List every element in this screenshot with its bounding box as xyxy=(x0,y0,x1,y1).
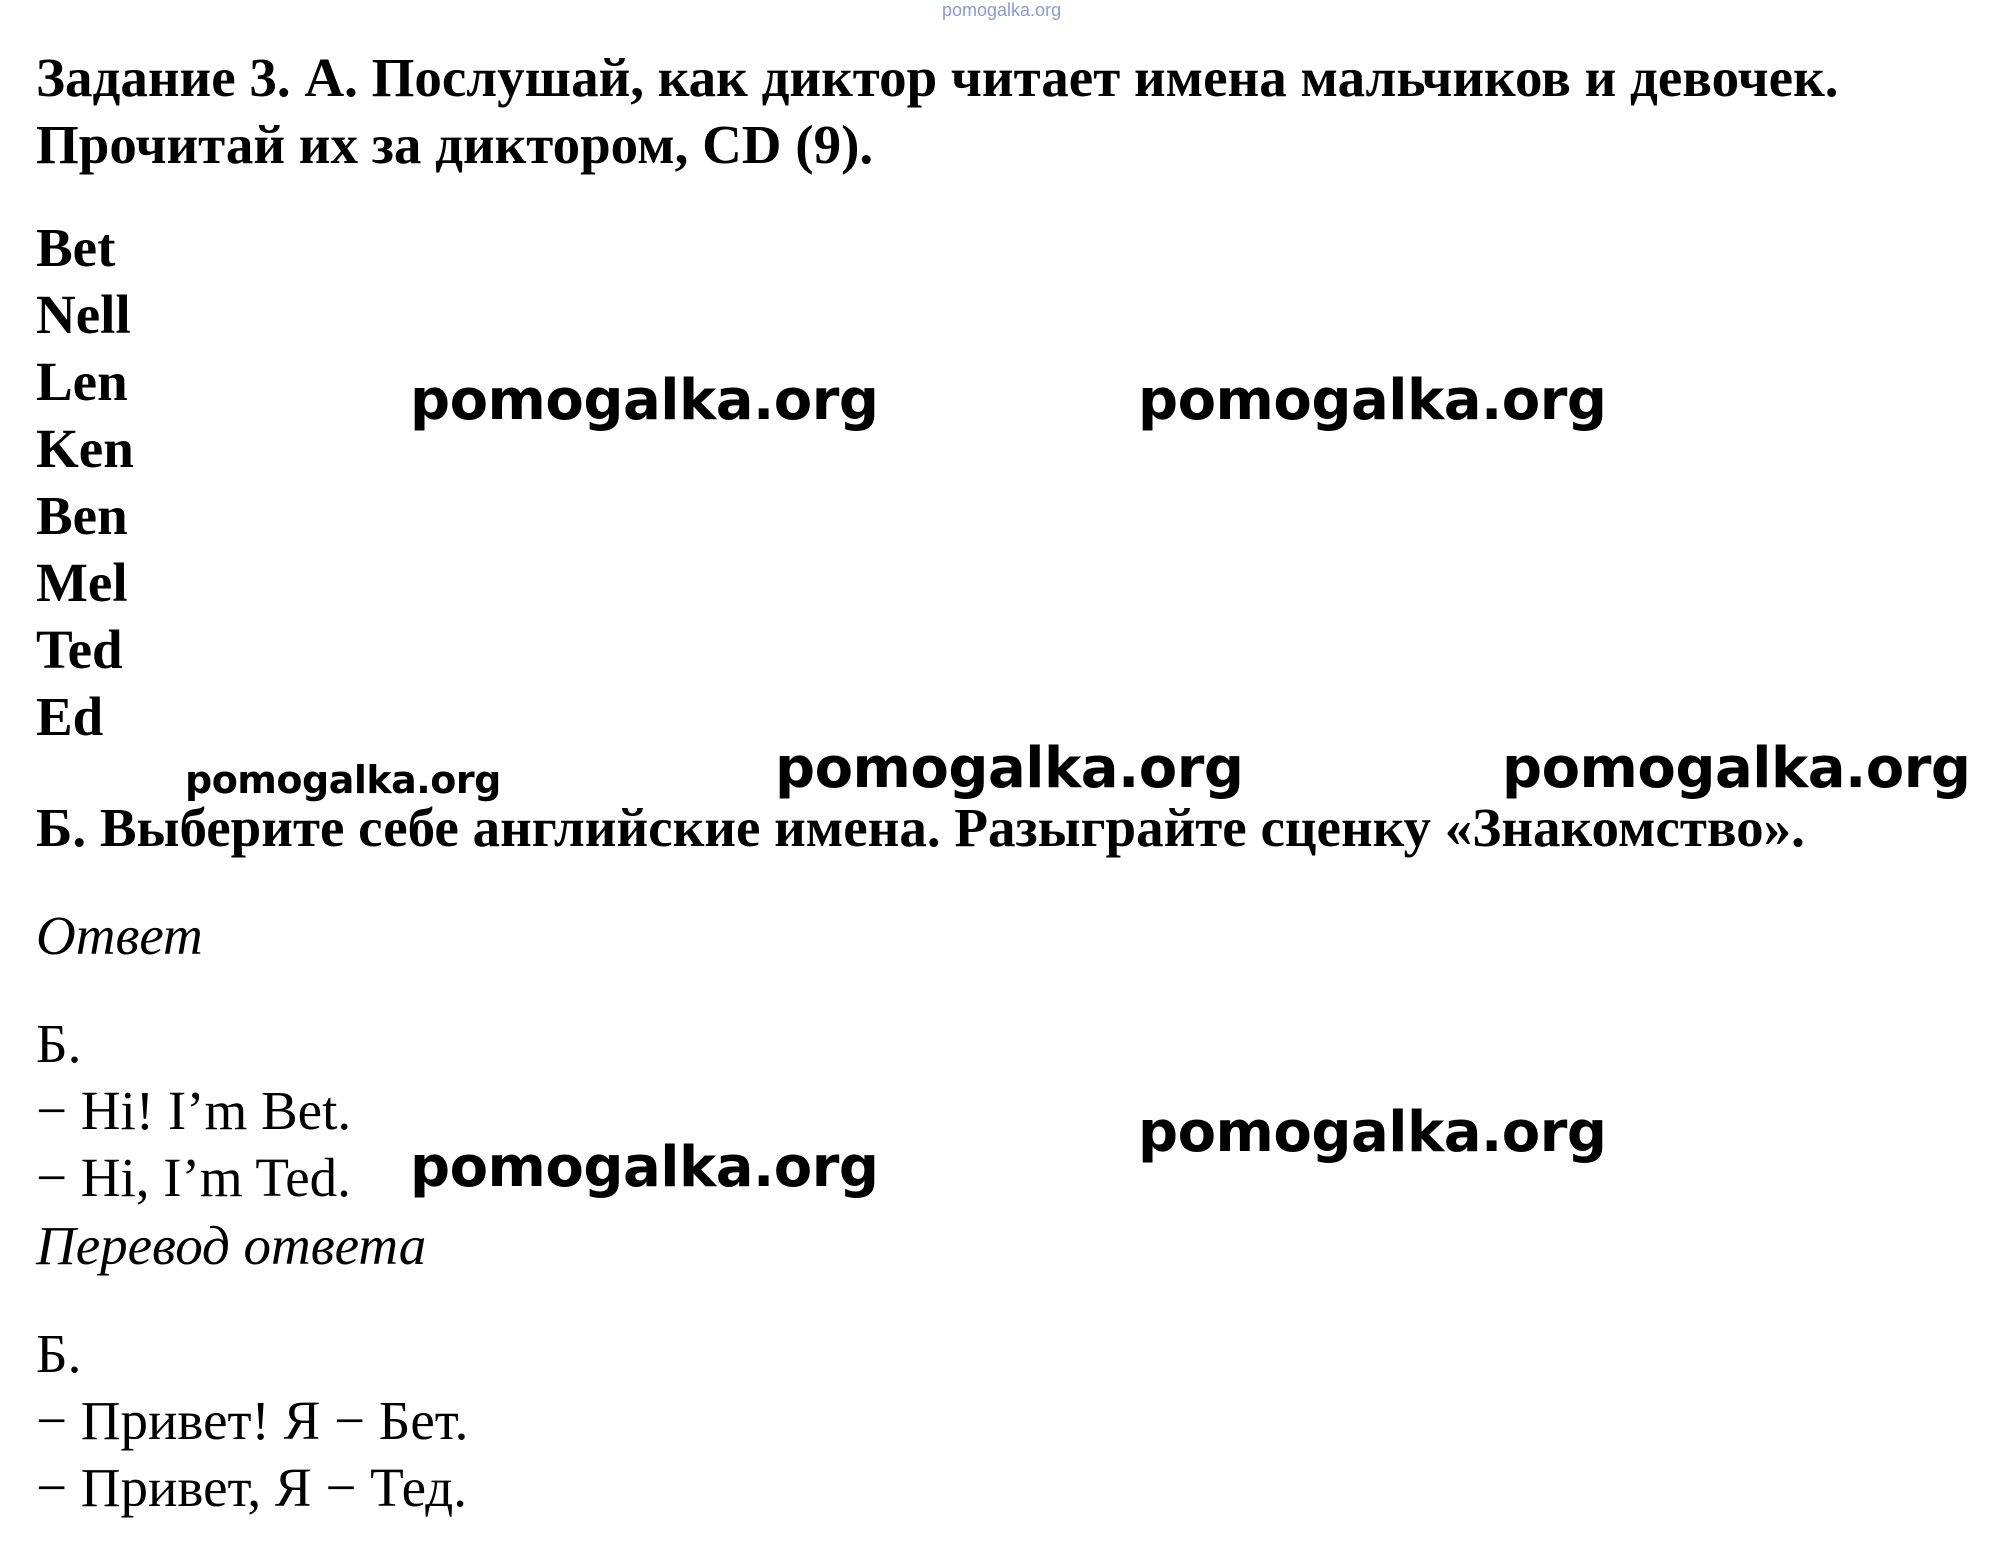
name-item: Ken xyxy=(36,418,134,479)
watermark-text: pomogalka.org xyxy=(410,368,879,433)
translation-line: − Привет! Я − Бет. xyxy=(36,1390,469,1451)
task-part-b: Б. Выберите себе английские имена. Разыграйте сценку «Знакомство». xyxy=(36,797,1805,858)
name-item: Ed xyxy=(36,686,104,747)
answer-label: Б. xyxy=(36,1013,82,1074)
watermark-text: pomogalka.org xyxy=(410,1135,879,1200)
watermark-text: pomogalka.org xyxy=(775,736,1244,801)
watermark-text: pomogalka.org xyxy=(185,758,501,802)
answer-block xyxy=(36,1010,351,1211)
watermark-text: pomogalka.org xyxy=(1502,736,1971,801)
name-item: Mel xyxy=(36,552,128,613)
name-item: Len xyxy=(36,351,128,412)
task-title-line-2: Прочитай их за диктором, CD (9). xyxy=(36,114,874,175)
task-title-line-1: Задание 3. А. Послушай, как диктор читает имена мальчиков и девочек. xyxy=(36,47,1839,108)
watermark-text: pomogalka.org xyxy=(1138,368,1607,433)
answer-heading: Ответ xyxy=(36,905,203,966)
name-item: Ted xyxy=(36,619,123,680)
name-item: Bet xyxy=(36,217,116,278)
watermark-text: pomogalka.org xyxy=(1138,1100,1607,1165)
name-item: Nell xyxy=(36,284,131,345)
translation-label: Б. xyxy=(36,1323,82,1384)
name-item: Ben xyxy=(36,485,128,546)
translation-heading: Перевод ответа xyxy=(36,1215,427,1276)
names-list xyxy=(36,214,134,750)
site-watermark-top: pomogalka.org xyxy=(942,0,1062,20)
task-title xyxy=(36,44,1839,178)
translation-block xyxy=(36,1320,468,1521)
answer-line: − Hi! I’m Bet. xyxy=(36,1080,352,1141)
answer-line: − Hi, I’m Ted. xyxy=(36,1147,351,1208)
translation-line: − Привет, Я − Тед. xyxy=(36,1457,468,1518)
